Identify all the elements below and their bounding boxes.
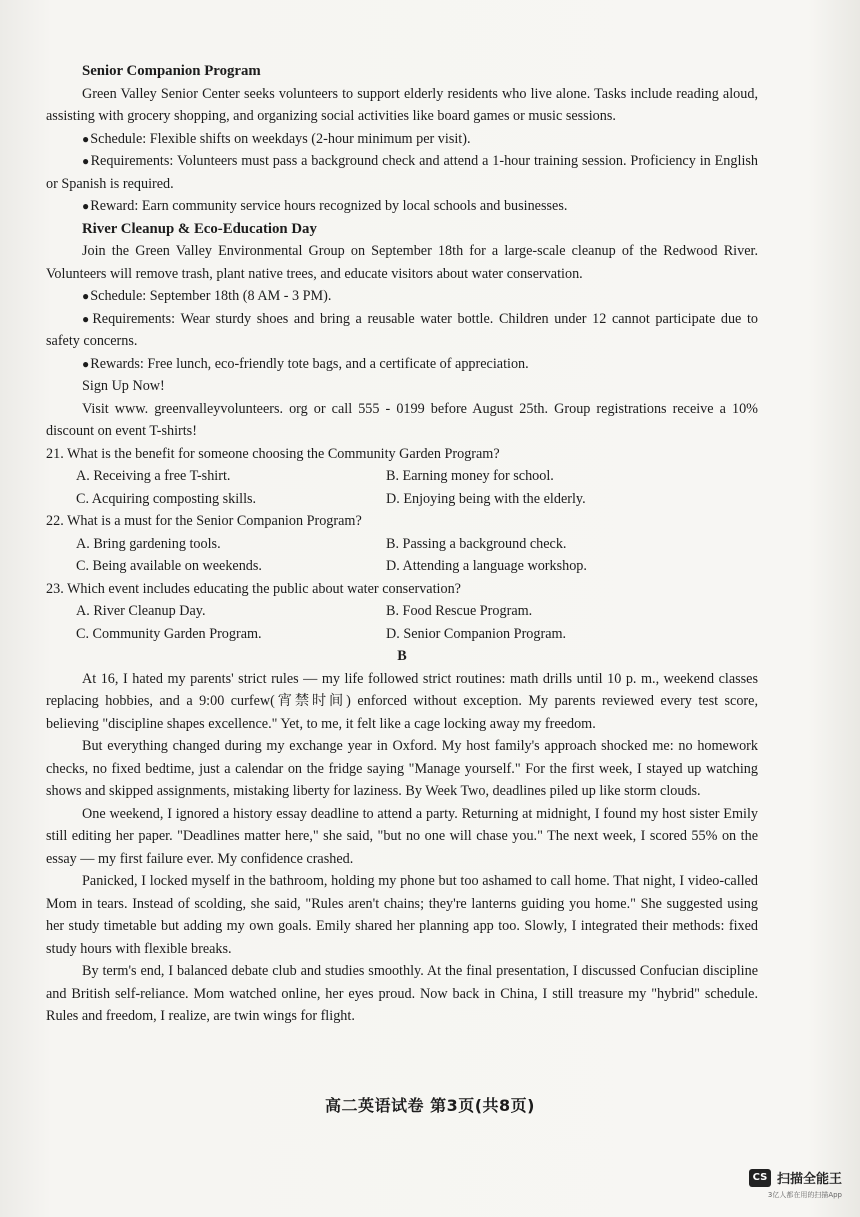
passage-paragraph: By term's end, I balanced debate club and studies smoothly. At the final presentation, I discussed Confucian discipline and British self-reliance. Mom watched online, her eyes proud. Now back in China, I still treasure my "hybrid" schedule. Rules and freedom, I realize, are twin wings for flight. [46, 963, 758, 1024]
senior-description: Green Valley Senior Center seeks volunteers to support elderly residents who live alone. Tasks include reading aloud, assisting with grocery shopping, and organizing social activities like board games or music sessions. [46, 85, 758, 124]
option-d[interactable]: D. Attending a language workshop. [386, 558, 587, 574]
passage-paragraph: At 16, I hated my parents' strict rules — my life followed strict routines: math drills until 10 p. m., weekend classes replacing hobbies, and a 9:00 curfew(宵禁时间) enforced without exception. My parents reviewed every test score, believing "discipline shapes excellence." Yet, to me, it felt like a cage locking away my freedom. [46, 670, 758, 732]
bullet-icon: ● [82, 131, 90, 146]
river-requirements: ●Requirements: Wear sturdy shoes and bring a reusable water bottle. Children under 12 cannot participate due to safety concerns. [46, 310, 759, 349]
question-22 [46, 510, 758, 578]
option-d[interactable]: D. Enjoying being with the elderly. [386, 490, 586, 507]
option-c[interactable]: C. Community Garden Program. [76, 625, 262, 642]
option-d[interactable]: D. Senior Companion Program. [386, 625, 567, 642]
section-b-label: B [397, 648, 407, 664]
bullet-icon: ● [82, 311, 92, 326]
option-b[interactable]: B. Earning money for school. [386, 468, 554, 484]
bullet-icon: ● [82, 154, 90, 168]
river-description: Join the Green Valley Environmental Group on September 18th for a large-scale cleanup of the Redwood River. Volunteers will remove trash, plant native trees, and educate visitors about water conservation. [46, 243, 758, 282]
option-c[interactable]: C. Being available on weekends. [76, 558, 262, 574]
camscanner-logo-icon: CS [749, 1169, 771, 1187]
passage-paragraph: But everything changed during my exchange year in Oxford. My host family's approach shocked me: no homework checks, no fixed bedtime, just a calendar on the fridge saying "Manage yourself." For the first week, I stayed up watching shows and skipped assignments, mistaking liberty for laziness. By Week Two, deadlines piled up like storm clouds. [46, 738, 758, 799]
page-footer: 高二英语试卷 第3页(共8页) [325, 1096, 535, 1115]
option-b[interactable]: B. Food Rescue Program. [386, 603, 533, 619]
bullet-icon: ● [82, 199, 90, 213]
option-a[interactable]: A. River Cleanup Day. [76, 603, 206, 619]
question-21 [46, 443, 758, 511]
scanner-tagline: 3亿人都在用的扫描App [767, 1191, 842, 1199]
question-stem: 23. Which event includes educating the public about water conservation? [46, 580, 461, 597]
bullet-icon: ● [82, 356, 90, 371]
question-stem: 22. What is a must for the Senior Companion Program? [46, 513, 362, 529]
river-schedule: ●Schedule: September 18th (8 AM - 3 PM). [82, 288, 332, 304]
option-b[interactable]: B. Passing a background check. [386, 535, 567, 552]
signup-title: Sign Up Now! [82, 378, 165, 394]
senior-title: Senior Companion Program [82, 63, 261, 79]
senior-requirements: ●Requirements: Volunteers must pass a background check and attend a 1-hour training session. Proficiency in English or Spanish is required. [46, 153, 758, 192]
question-stem: 21. What is the benefit for someone choosing the Community Garden Program? [46, 445, 500, 462]
option-a[interactable]: A. Receiving a free T-shirt. [76, 468, 231, 484]
senior-schedule: ●Schedule: Flexible shifts on weekdays (2-hour minimum per visit). [82, 130, 471, 147]
river-rewards: ●Rewards: Free lunch, eco-friendly tote bags, and a certificate of appreciation. [82, 355, 529, 372]
scanner-watermark [749, 1168, 842, 1199]
scanner-name: 扫描全能王 [776, 1172, 842, 1187]
senior-reward: ●Reward: Earn community service hours recognized by local schools and businesses. [82, 198, 568, 214]
question-23 [46, 578, 758, 646]
page-content [46, 60, 758, 1028]
signup-text: Visit www. greenvalleyvolunteers. org or call 555 - 0199 before August 25th. Group registrations receive a 10% discount on event T-shirts! [46, 400, 758, 439]
passage-paragraph: One weekend, I ignored a history essay deadline to attend a party. Returning at midnight, I found my host sister Emily still editing her paper. "Deadlines matter here," she said, "but no one will chase you." The next week, I scored 55% on the essay — my first failure ever. My confidence crashed. [46, 805, 758, 867]
bullet-icon: ● [82, 289, 90, 303]
river-title: River Cleanup & Eco-Education Day [82, 220, 317, 237]
passage-paragraph: Panicked, I locked myself in the bathroom, holding my phone but too ashamed to call home. That night, I video-called Mom in tears. Instead of scolding, she said, "Rules aren't chains; they're lanterns guiding you home." She suggested using her study timetable but adding my own goals. Emily shared her planning app too. Slowly, I integrated their methods: fixed study hours with flexible breaks. [46, 873, 758, 957]
option-a[interactable]: A. Bring gardening tools. [76, 535, 221, 552]
option-c[interactable]: C. Acquiring composting skills. [76, 490, 257, 507]
